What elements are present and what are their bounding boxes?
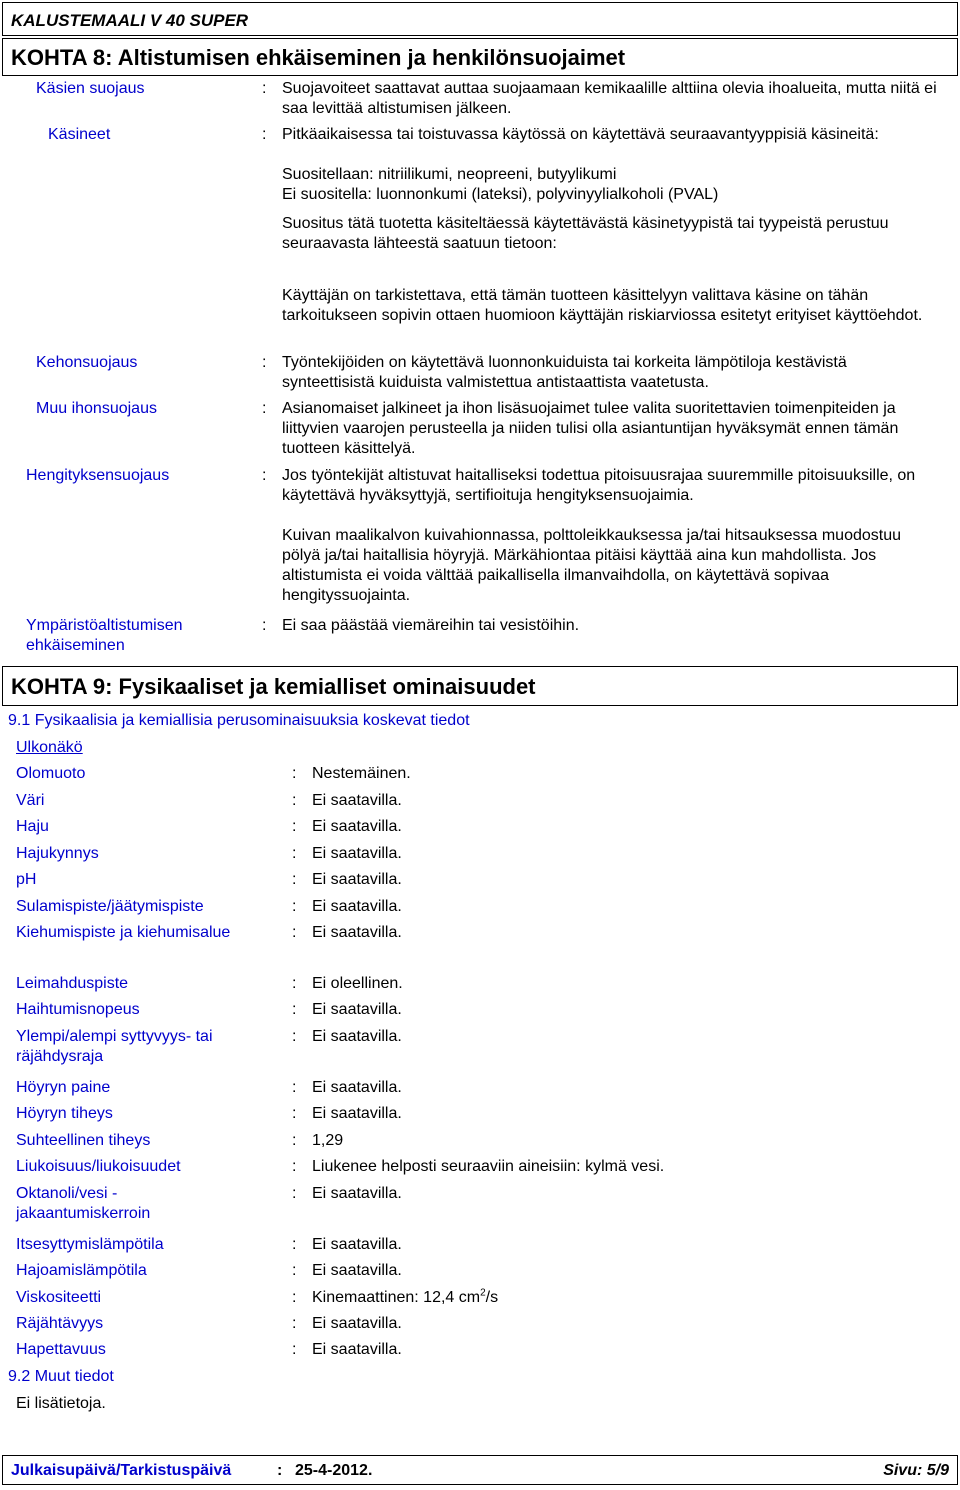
body-protection-label: Kehonsuojaus: [36, 354, 138, 371]
property-label: Kiehumispiste ja kiehumisalue: [16, 924, 231, 941]
property-label: Suhteellinen tiheys: [16, 1132, 151, 1149]
property-label: Väri: [16, 792, 45, 809]
product-name: KALUSTEMAALI V 40 SUPER: [11, 11, 249, 30]
property-value: [312, 1261, 402, 1281]
property-value-text: 1,29: [312, 1132, 344, 1149]
colon: :: [262, 400, 267, 417]
property-value-text: Ei saatavilla.: [312, 818, 402, 835]
property-colon: :: [292, 1105, 297, 1122]
property-value-text: Ei saatavilla.: [312, 1236, 402, 1253]
property-label: Sulamispiste/jäätymispiste: [16, 898, 204, 915]
document-header: [2, 2, 958, 36]
property-colon: :: [292, 1028, 297, 1045]
property-colon: :: [292, 871, 297, 888]
gloves-recommended: Suositellaan: nitriilikumi, neopreeni, butyylikumi: [282, 166, 617, 183]
section9-header: [2, 666, 958, 706]
environment-label-1: Ympäristöaltistumisen: [26, 617, 183, 634]
property-colon: :: [292, 1132, 297, 1149]
property-value: [312, 897, 402, 917]
property-label: Hapettavuus: [16, 1341, 106, 1358]
property-value-superscript: 2: [480, 1287, 486, 1299]
property-value: [312, 1340, 402, 1360]
property-colon: :: [292, 1158, 297, 1175]
property-label: Höyryn tiheys: [16, 1105, 113, 1122]
property-colon: :: [292, 1341, 297, 1358]
property-value-text: Ei saatavilla.: [312, 1105, 402, 1122]
property-value: [312, 1184, 402, 1204]
respiratory-text-2: Kuivan maalikalvon kuivahionnassa, polttoleikkauksessa ja/tai hitsauksessa muodostuu pölyä ja/tai haitallisia höyryjä. Märkähiontaa pitäisi käyttää aina kun mahdollista. Jos altistumista ei voida välttää paikallisella ilmanvaihdolla, on käytettävä sopivaa hengityssuojainta.: [282, 527, 902, 604]
other-info-text: Ei lisätietoja.: [16, 1395, 106, 1412]
property-colon: :: [292, 1185, 297, 1202]
property-value-suffix: /s: [485, 1289, 499, 1306]
property-colon: :: [292, 1262, 297, 1279]
property-value-text: Ei saatavilla.: [312, 1028, 402, 1045]
property-value-text: Ei saatavilla.: [312, 1079, 402, 1096]
property-colon: :: [292, 1315, 297, 1332]
property-colon: :: [292, 1001, 297, 1018]
page-number: Sivu: 5/9: [883, 1462, 949, 1479]
colon: :: [262, 126, 267, 143]
property-colon: :: [292, 1289, 297, 1306]
property-label: Itsesyttymislämpötila: [16, 1236, 164, 1253]
colon: :: [262, 354, 267, 371]
property-value-text: Ei oleellinen.: [312, 975, 403, 992]
property-label: Ylempi/alempi syttyvyys- tai räjähdysraja: [16, 1028, 213, 1065]
property-label: Leimahduspiste: [16, 975, 129, 992]
property-value-text: Ei saatavilla.: [312, 898, 402, 915]
property-value: [312, 1131, 343, 1151]
property-label: Oktanoli/vesi - jakaantumiskerroin: [16, 1185, 151, 1222]
property-colon: :: [292, 898, 297, 915]
property-value: [312, 817, 402, 837]
property-value: [312, 1104, 402, 1124]
property-value: [312, 870, 402, 890]
property-value: [312, 974, 403, 994]
colon: :: [262, 617, 267, 634]
gloves-not-recommended: Ei suositella: luonnonkumi (lateksi), polyvinyylialkoholi (PVAL): [282, 186, 719, 203]
issue-date-value: 25-4-2012.: [295, 1462, 373, 1479]
property-value-text: Ei saatavilla.: [312, 924, 402, 941]
property-value-text: Nestemäinen.: [312, 765, 411, 782]
property-value: [312, 764, 411, 784]
appearance-heading: Ulkonäkö: [16, 739, 83, 756]
other-skin-label: Muu ihonsuojaus: [36, 400, 157, 417]
section9-2-heading: 9.2 Muut tiedot: [8, 1368, 114, 1385]
section9-1-heading: 9.1 Fysikaalisia ja kemiallisia perusominaisuuksia koskevat tiedot: [8, 712, 470, 729]
other-skin-text: Asianomaiset jalkineet ja ihon lisäsuojaimet tulee valita suoritettavien toimenpiteiden ja liittyvien vaarojen perusteella ja niiden tulisi olla asiantuntijan hyväksymät ennen tämän tuotteen käsittelyä.: [282, 400, 899, 457]
colon: :: [262, 80, 267, 97]
respiratory-label: Hengityksensuojaus: [26, 467, 170, 484]
issue-date-label: Julkaisupäivä/Tarkistuspäivä: [11, 1462, 232, 1479]
property-colon: :: [292, 1079, 297, 1096]
gloves-label: Käsineet: [48, 126, 111, 143]
property-value-text: Ei saatavilla.: [312, 1001, 402, 1018]
property-label: Liukoisuus/liukoisuudet: [16, 1158, 181, 1175]
property-label: Haihtumisnopeus: [16, 1001, 140, 1018]
property-colon: :: [292, 975, 297, 992]
property-colon: :: [292, 845, 297, 862]
property-value-text: Ei saatavilla.: [312, 1315, 402, 1332]
property-label: pH: [16, 871, 37, 888]
property-label: Olomuoto: [16, 765, 86, 782]
hand-protection-label: Käsien suojaus: [36, 80, 145, 97]
footer-colon: :: [277, 1462, 283, 1479]
property-label: Viskositeetti: [16, 1289, 102, 1306]
property-colon: :: [292, 765, 297, 782]
environment-text: Ei saa päästää viemäreihin tai vesistöihin.: [282, 617, 580, 634]
respiratory-text: Jos työntekijät altistuvat haitalliseksi todettua pitoisuusrajaa suuremmille pitoisuuksille, on käytettävä hyväksyttyjä, sertifioituja hengityksensuojaimia.: [282, 467, 916, 504]
property-label: Räjähtävyys: [16, 1315, 104, 1332]
property-value: [312, 1027, 402, 1047]
gloves-user-check: Käyttäjän on tarkistettava, että tämän tuotteen käsittelyyn valittava käsine on tähän tarkoitukseen sopivin ottaen huomioon käyttäjän riskiarviossa esitetyt erityiset käyttöehdot.: [282, 287, 923, 324]
property-value: [312, 844, 402, 864]
property-colon: :: [292, 1236, 297, 1253]
property-value-text: Liukenee helposti seuraaviin aineisiin: kylmä vesi.: [312, 1158, 665, 1175]
property-value-text: Ei saatavilla.: [312, 1185, 402, 1202]
property-value-text: Ei saatavilla.: [312, 792, 402, 809]
hand-protection-text: Suojavoiteet saattavat auttaa suojaamaan kemikaalille alttiina olevia ihoalueita, mutta niitä ei saa levittää altistumisen jälkeen.: [282, 80, 937, 117]
property-value: [312, 1235, 402, 1255]
property-label: Höyryn paine: [16, 1079, 111, 1096]
property-value: [312, 1078, 402, 1098]
gloves-text: Pitkäaikaisessa tai toistuvassa käytössä on käytettävä seuraavantyyppisiä käsineitä:: [282, 126, 879, 143]
colon: :: [262, 467, 267, 484]
property-label: Hajoamislämpötila: [16, 1262, 147, 1279]
property-value-text: Ei saatavilla.: [312, 871, 402, 888]
property-value-text: Ei saatavilla.: [312, 1341, 402, 1358]
body-protection-text: Työntekijöiden on käytettävä luonnonkuiduista tai korkeita lämpötiloja kestävistä synteettisistä kuiduista valmistettua antistaattista vaatetusta.: [282, 354, 847, 391]
property-value: [312, 1000, 402, 1020]
property-value: [312, 1157, 664, 1177]
property-value-text: Ei saatavilla.: [312, 1262, 402, 1279]
property-label: Hajukynnys: [16, 845, 99, 862]
property-value-text: Kinemaattinen: 12,4 cm: [312, 1289, 481, 1306]
document-footer: [2, 1455, 958, 1485]
environment-label-2: ehkäiseminen: [26, 637, 125, 654]
section8-header: [2, 38, 958, 76]
property-value: [312, 1288, 498, 1308]
section9-title: KOHTA 9: Fysikaaliset ja kemialliset ominaisuudet: [11, 674, 536, 699]
property-label: Haju: [16, 818, 49, 835]
property-colon: :: [292, 818, 297, 835]
property-value-text: Ei saatavilla.: [312, 845, 402, 862]
section8-title: KOHTA 8: Altistumisen ehkäiseminen ja henkilönsuojaimet: [11, 45, 626, 70]
gloves-basis: Suositus tätä tuotetta käsiteltäessä käytettävästä käsinetyypistä tai tyypeistä perustuu seuraavasta lähteestä saatuun tietoon:: [282, 215, 889, 252]
property-colon: :: [292, 924, 297, 941]
property-value: [312, 1314, 402, 1334]
property-colon: :: [292, 792, 297, 809]
property-value: [312, 923, 402, 943]
property-value: [312, 791, 402, 811]
